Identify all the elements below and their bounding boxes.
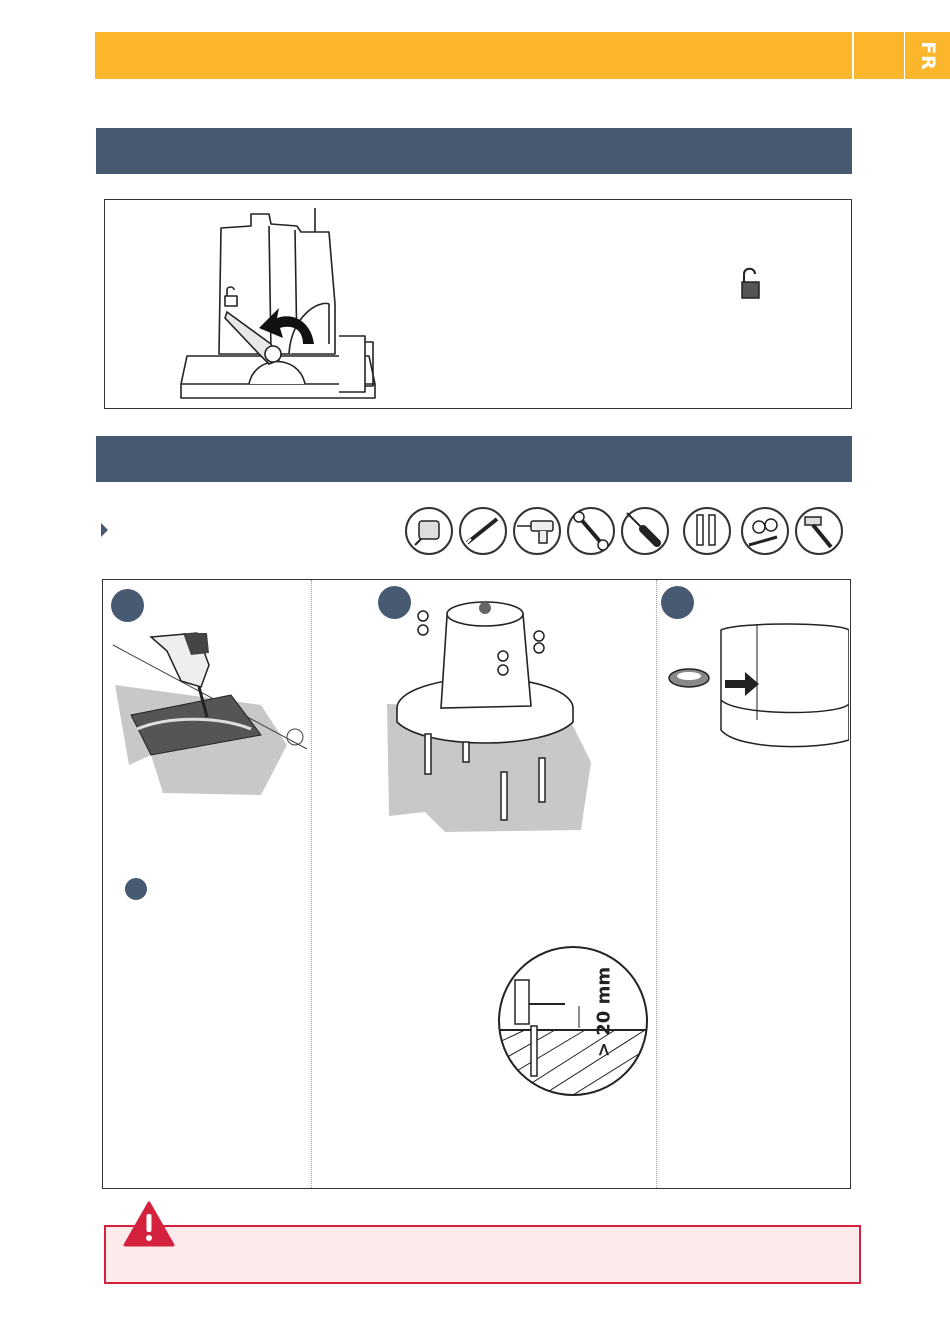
column-divider-2 [656,580,657,1188]
section-bar-installation [96,436,852,482]
column-divider-1 [311,580,312,1188]
unlocked-padlock-icon [739,266,763,302]
header-bar [95,32,904,79]
installation-steps-panel [102,579,851,1189]
unlock-panel [104,199,852,409]
nut-washer-icon [741,507,789,555]
header-separator [852,32,854,79]
step-badge-3 [661,586,694,619]
drill-icon [513,507,561,555]
tape-measure-icon [405,507,453,555]
depth-detail-illustration [495,944,655,1098]
bullet-arrow-icon [101,523,108,537]
drilling-template-illustration [111,625,311,797]
depth-label-wrap [579,966,629,1058]
cable-gland-illustration [667,620,849,750]
warning-box [104,1225,861,1284]
wall-plugs-icon [683,507,731,555]
hammer-icon [795,507,843,555]
tools-row [403,500,849,560]
depth-dimension-label: > 20 mm [593,966,615,1058]
screwdriver-icon [621,507,669,555]
motor-release-illustration [179,204,409,406]
language-tab [905,32,950,79]
warning-triangle-icon [122,1200,176,1248]
motor-anchoring-illustration [385,586,595,834]
language-label: FR [916,40,939,71]
marker-icon [459,507,507,555]
sub-step-badge [125,878,147,900]
step-badge-1 [111,589,144,622]
section-bar-unlock [96,128,852,174]
wrench-icon [567,507,615,555]
